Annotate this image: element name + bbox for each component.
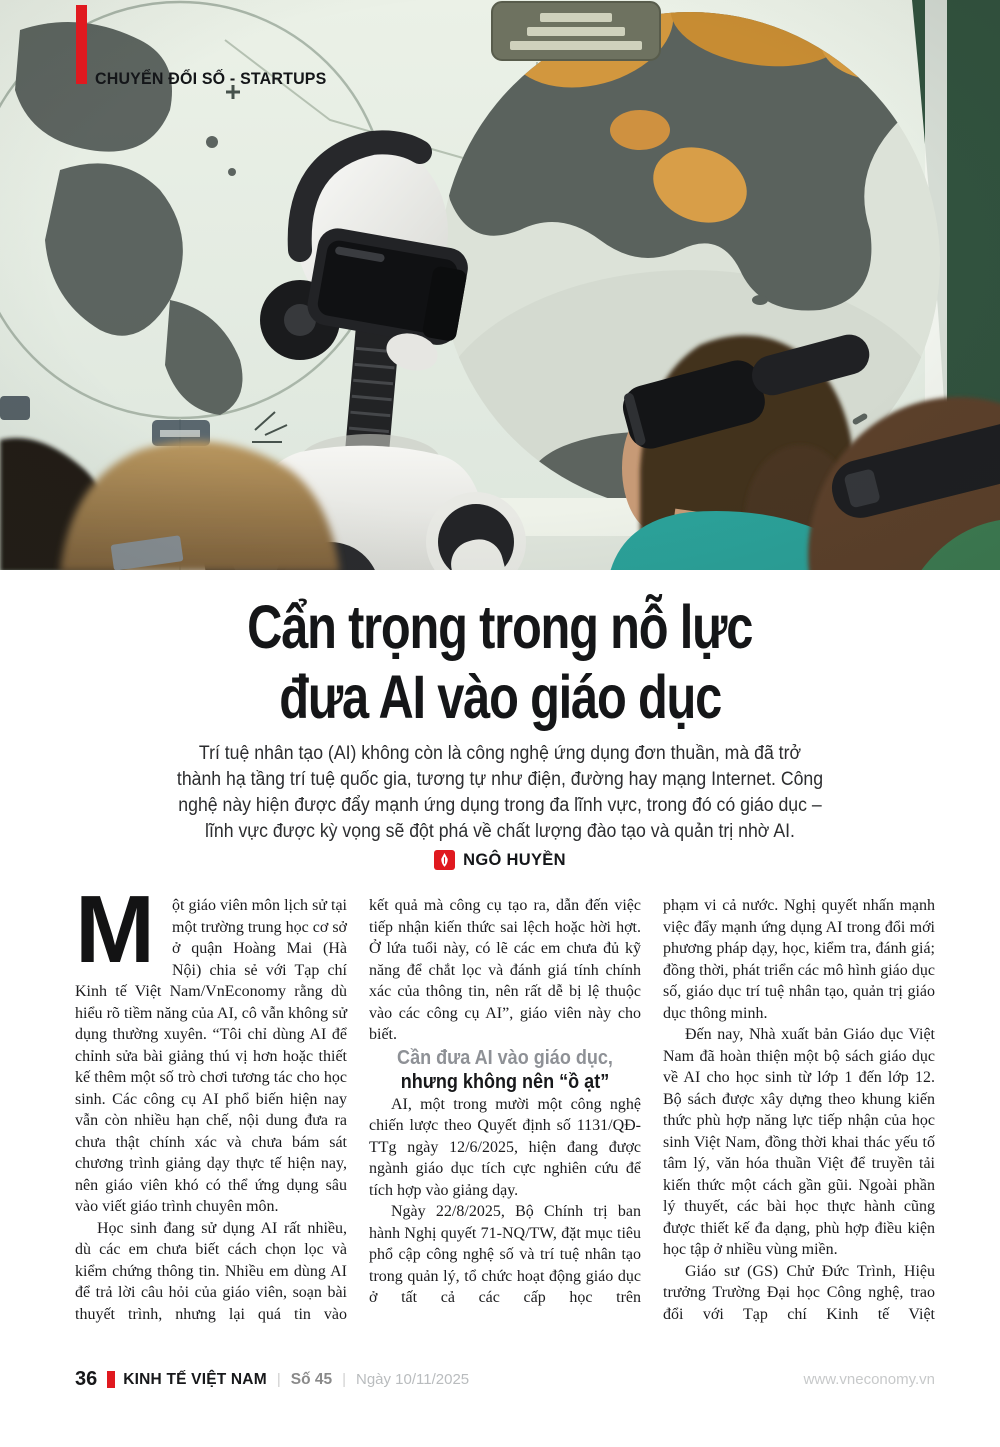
- issue-date: Ngày 10/11/2025: [356, 1371, 470, 1388]
- article-body: [75, 876, 935, 1325]
- paragraph: Giáo sư (GS) Chử Đức Trình, Hiệu trưởng Trường Đại học Công nghệ, trao đổi với Tạp chí Kinh tế Việt: [663, 1262, 935, 1323]
- drop-cap: M: [75, 876, 153, 983]
- section-kicker: CHUYỂN ĐỔI SỐ - STARTUPS: [95, 69, 327, 88]
- article-lede: Trí tuệ nhân tạo (AI) không còn là công nghệ ứng dụng đơn thuần, mà đã trở thành hạ tầng trí tuệ quốc gia, tương tự như điện, đường hay mạng Internet. Công nghệ này hiện được đẩy mạnh ứng dụng trong đa lĩnh vực, trong đó có giáo dục – lĩnh vực được kỳ vọng sẽ đột phá về chất lượng đào tạo và quản trị nhờ AI.: [176, 743, 824, 842]
- section-subheading: [369, 1046, 641, 1094]
- kicker-accent-bar: [76, 5, 87, 84]
- paragraph: AI, một trong mười một công nghệ chiến lược theo Quyết định số 1131/QĐ-TTg ngày 12/6/2025, hiện đang được ngành giáo dục tích cực nghiên cứu để tích hợp vào giảng dạy.: [369, 1095, 641, 1199]
- column-1: [75, 876, 347, 1325]
- headline-line-1: Cẩn trọng trong nỗ lực: [247, 593, 753, 661]
- paragraph: Đến nay, Nhà xuất bản Giáo dục Việt Nam đã hoàn thiện một bộ sách giáo dục về AI cho học sinh từ lớp 1 đến lớp 12. Bộ sách được xây dựng theo khung kiến thức phù hợp năng lực tiếp nhận của học sinh Việt Nam, đồng thời khai thác yếu tố tâm lý, văn hóa thuần Việt để truyền tải kiến thức một cách gần gũi. Ngoài phần lý thuyết, các bài học thực hành cũng được thiết kế đa dạng, phù hợp điều kiện học tập ở nhiều vùng miền.: [663, 1026, 935, 1258]
- column-2: [369, 895, 641, 1325]
- pen-icon: [434, 850, 455, 870]
- subheading-line-2: nhưng không nên “ồ ạt”: [400, 1069, 610, 1093]
- article-headline: [0, 592, 1000, 732]
- author-name: NGÔ HUYỀN: [463, 850, 566, 869]
- subheading-line-1: Cần đưa AI vào giáo dục,: [397, 1045, 613, 1069]
- magazine-name: KINH TẾ VIỆT NAM: [123, 1370, 267, 1388]
- byline: [0, 850, 1000, 873]
- footer-separator: |: [276, 1371, 281, 1388]
- paragraph: Ngày 22/8/2025, Bộ Chính trị ban hành Nghị quyết 71-NQ/TW, đặt mục tiêu phổ cập công nghệ số và trí tuệ nhân tạo trong quản lý, tổ chức hoạt động giáo dục ở tất cả các cấp học trên: [369, 1203, 641, 1306]
- column-3: [663, 895, 935, 1325]
- paragraph: M ột giáo viên môn lịch sử tại một trường trung học cơ sở ở quận Hoàng Mai (Hà Nội) chia sẻ với Tạp chí Kinh tế Việt Nam/VnEconomy rằng dù hiểu rõ tiềm năng của AI, cô vẫn không sử dụng thường xuyên. “Tôi chỉ dùng AI để chỉnh sửa bài giảng thú vị hơn hoặc thiết kế thêm một số trò chơi tương tác cho học sinh. Các công cụ AI phổ biến hiện nay vẫn còn nhiều hạn chế, nội dung đưa ra chưa thật chính xác và chưa bám sát chương trình giảng dạy thực tế hiện nay, nên giáo viên khó có thể ứng dụng sâu vào viết giáo trình chuyên môn.: [75, 876, 347, 1215]
- footer-accent-bar: [107, 1371, 115, 1388]
- classroom-photo: [0, 0, 1000, 570]
- page-footer: [75, 1368, 935, 1391]
- paragraph: phạm vi cả nước. Nghị quyết nhấn mạnh việc đẩy mạnh ứng dụng AI trong đổi mới phương pháp dạy, học, kiểm tra, đánh giá; đồng thời, phát triển các mô hình giáo dục số, giáo dục trí tuệ nhân tạo, quản trị giáo dục thông minh.: [663, 897, 935, 1022]
- headline-line-2: đưa AI vào giáo dục: [279, 663, 721, 731]
- website-url: www.vneconomy.vn: [803, 1371, 935, 1388]
- issue-number: Số 45: [290, 1370, 333, 1388]
- paragraph: kết quả mà công cụ tạo ra, dẫn đến việc tiếp nhận kiến thức sai lệch hoặc hời hợt. Ở lứa tuổi này, có lẽ các em chưa đủ kỹ năng để chắt lọc và đánh giá tính chính xác của thông tin, nên rất dễ bị lệ thuộc vào các công cụ AI”, giáo viên này cho biết.: [369, 897, 641, 1043]
- page-number: 36: [75, 1368, 98, 1390]
- footer-separator: |: [342, 1371, 346, 1388]
- paragraph: Học sinh đang sử dụng AI rất nhiều, dù các em chưa biết cách chọn lọc và kiểm chứng thông tin. Nhiều em dùng AI để trả lời câu hỏi của giáo viên, soạn bài thuyết trình, nhưng lại quá tin vào: [75, 1219, 347, 1323]
